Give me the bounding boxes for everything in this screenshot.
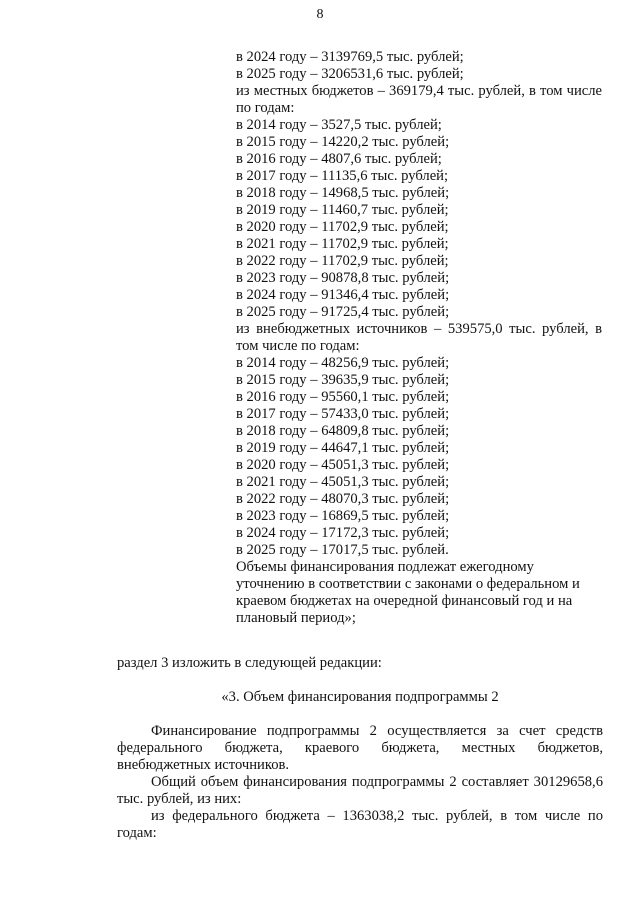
volumes-note: Объемы финансирования подлежат ежегодному уточнению в соответствии с законами о федеральном и краевом бюджетах на очередной финансовый год и на плановый период»; (236, 559, 580, 626)
list-item: в 2020 году – 11702,9 тыс. рублей; (236, 219, 449, 235)
list-item: в 2015 году – 14220,2 тыс. рублей; (236, 134, 450, 150)
section-heading: «3. Объем финансирования подпрограммы 2 (221, 689, 499, 705)
list-item: в 2023 году – 16869,5 тыс. рублей; (236, 508, 450, 524)
list-item: в 2021 году – 11702,9 тыс. рублей; (236, 236, 449, 252)
list-item: в 2019 году – 44647,1 тыс. рублей; (236, 440, 450, 456)
list-item: в 2021 году – 45051,3 тыс. рублей; (236, 474, 450, 490)
local-budgets-intro: из местных бюджетов – 369179,4 тыс. рублей, в том числе по годам: (236, 83, 602, 116)
list-item: в 2020 году – 45051,3 тыс. рублей; (236, 457, 450, 473)
paragraph-financing: Финансирование подпрограммы 2 осуществляется за счет средств федерального бюджета, краевого бюджета, местных бюджетов, внебюджетных источников. (117, 723, 603, 773)
list-item: в 2018 году – 14968,5 тыс. рублей; (236, 185, 450, 201)
list-item: в 2016 году – 4807,6 тыс. рублей; (236, 151, 442, 167)
list-item: в 2019 году – 11460,7 тыс. рублей; (236, 202, 449, 218)
list-item: в 2024 году – 17172,3 тыс. рублей; (236, 525, 450, 541)
list-item: в 2017 году – 57433,0 тыс. рублей; (236, 406, 450, 422)
list-item: в 2023 году – 90878,8 тыс. рублей; (236, 270, 450, 286)
page-number: 8 (316, 7, 324, 22)
list-item: в 2025 году – 17017,5 тыс. рублей. (236, 542, 449, 558)
list-item: в 2018 году – 64809,8 тыс. рублей; (236, 423, 450, 439)
list-item: в 2014 году – 48256,9 тыс. рублей; (236, 355, 450, 371)
list-item: в 2024 году – 3139769,5 тыс. рублей; (236, 49, 464, 65)
list-item: в 2017 году – 11135,6 тыс. рублей; (236, 168, 449, 184)
list-item: в 2025 году – 3206531,6 тыс. рублей; (236, 66, 464, 82)
list-item: в 2016 году – 95560,1 тыс. рублей; (236, 389, 450, 405)
list-item: в 2015 году – 39635,9 тыс. рублей; (236, 372, 450, 388)
list-item: в 2014 году – 3527,5 тыс. рублей; (236, 117, 442, 133)
paragraph-total: Общий объем финансирования подпрограммы 2 составляет 30129658,6 тыс. рублей, из них: (117, 774, 603, 807)
list-item: в 2024 году – 91346,4 тыс. рублей; (236, 287, 450, 303)
list-item: в 2022 году – 48070,3 тыс. рублей; (236, 491, 450, 507)
list-item: в 2022 году – 11702,9 тыс. рублей; (236, 253, 449, 269)
section-instruction: раздел 3 изложить в следующей редакции: (117, 655, 382, 671)
paragraph-federal: из федерального бюджета – 1363038,2 тыс. рублей, в том числе по годам: (117, 808, 603, 841)
list-item: в 2025 году – 91725,4 тыс. рублей; (236, 304, 450, 320)
funding-column (236, 49, 602, 627)
extrabudgetary-intro: из внебюджетных источников – 539575,0 тыс. рублей, в том числе по годам: (236, 321, 602, 354)
